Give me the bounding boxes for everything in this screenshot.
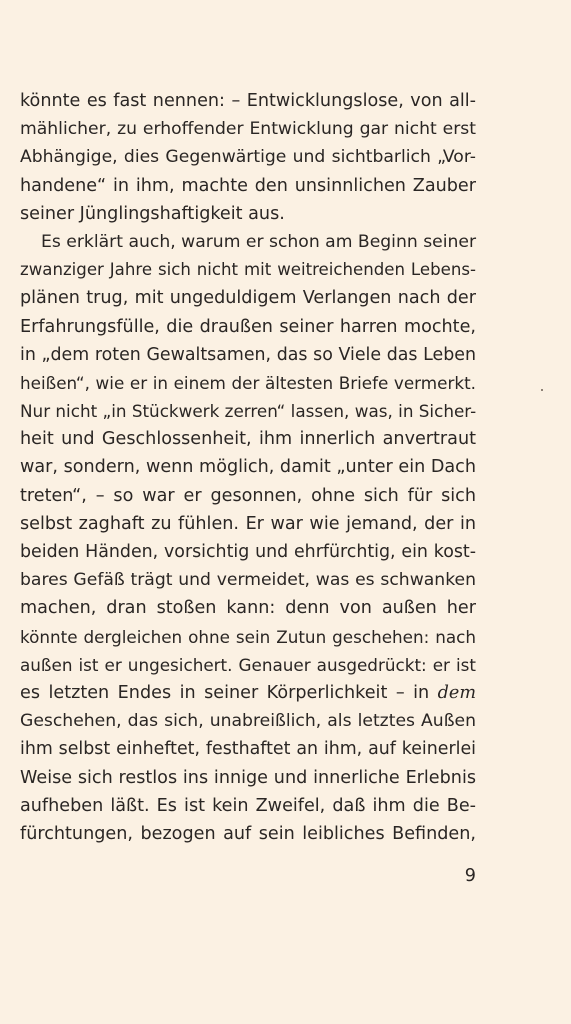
text-line: Geschehen, das sich, unabreißlich, als letztes Außen [20,711,476,732]
text-line: könnte dergleichen ohne sein Zutun geschehen: nach [20,626,476,647]
text-line: treten“, – so war er gesonnen, ohne sich für sich [20,485,476,506]
text-line: bares Gefäß trägt und vermeidet, was es schwanken [20,570,476,591]
text-line-with-emphasis [20,679,476,707]
text-line: könnte es fast nennen: – Entwicklungslose, von all- [20,91,476,111]
text-line: aufheben läßt. Es ist kein Zweifel, daß ihm die Be- [20,795,476,816]
text-line: mählicher, zu erhoffender Entwicklung gar nicht erst [20,119,476,140]
paragraph-end-line: seiner Jünglingshaftigkeit aus. [20,203,285,224]
page-number: 9 [464,866,476,886]
body-text [20,87,476,848]
text-line: heißen“, wie er in einem der ältesten Briefe vermerkt. [20,372,476,393]
text-line: außen ist er ungesichert. Genauer ausgedrückt: er ist [20,654,476,675]
text-line: zwanziger Jahre sich nicht mit weitreichenden Lebens- [20,260,476,280]
text-line: plänen trug, mit ungeduldigem Verlangen nach der [20,288,476,309]
text-line: Weise sich restlos ins innige und innerliche Erlebnis [20,767,476,788]
emphasized-word: dem [437,682,476,703]
text-line: selbst zaghaft zu fühlen. Er war wie jemand, der in [20,513,476,534]
text-line: heit und Geschlossenheit, ihm innerlich anvertraut [20,429,476,450]
text-line: beiden Händen, vorsichtig und ehrfürchtig, ein kost- [20,542,476,562]
paper-speck [541,389,543,391]
text-line: Abhängige, dies Gegenwärtige und sichtbarlich „Vor- [20,147,476,168]
text-line: handene“ in ihm, machte den unsinnlichen Zauber [20,175,476,196]
text-line: war, sondern, wenn möglich, damit „unter ein Dach [20,457,476,478]
text-line: ihm selbst einheftet, festhaftet an ihm, auf keinerlei [20,739,476,760]
text-line: Nur nicht „in Stückwerk zerren“ lassen, was, in Sicher- [20,401,477,422]
paragraph-start-line: Es erklärt auch, warum er schon am Beginn seiner [41,231,477,252]
text-line: fürchtungen, bezogen auf sein leibliches Befinden, [20,823,476,844]
text-segment: es letzten Endes in seiner Körperlichkeit – in [20,682,438,703]
text-line: machen, dran stoßen kann: denn von außen her [20,598,476,619]
text-line: in „dem roten Gewaltsamen, das so Viele das Leben [20,344,476,365]
text-line: Erfahrungsfülle, die draußen seiner harren mochte, [20,316,476,337]
